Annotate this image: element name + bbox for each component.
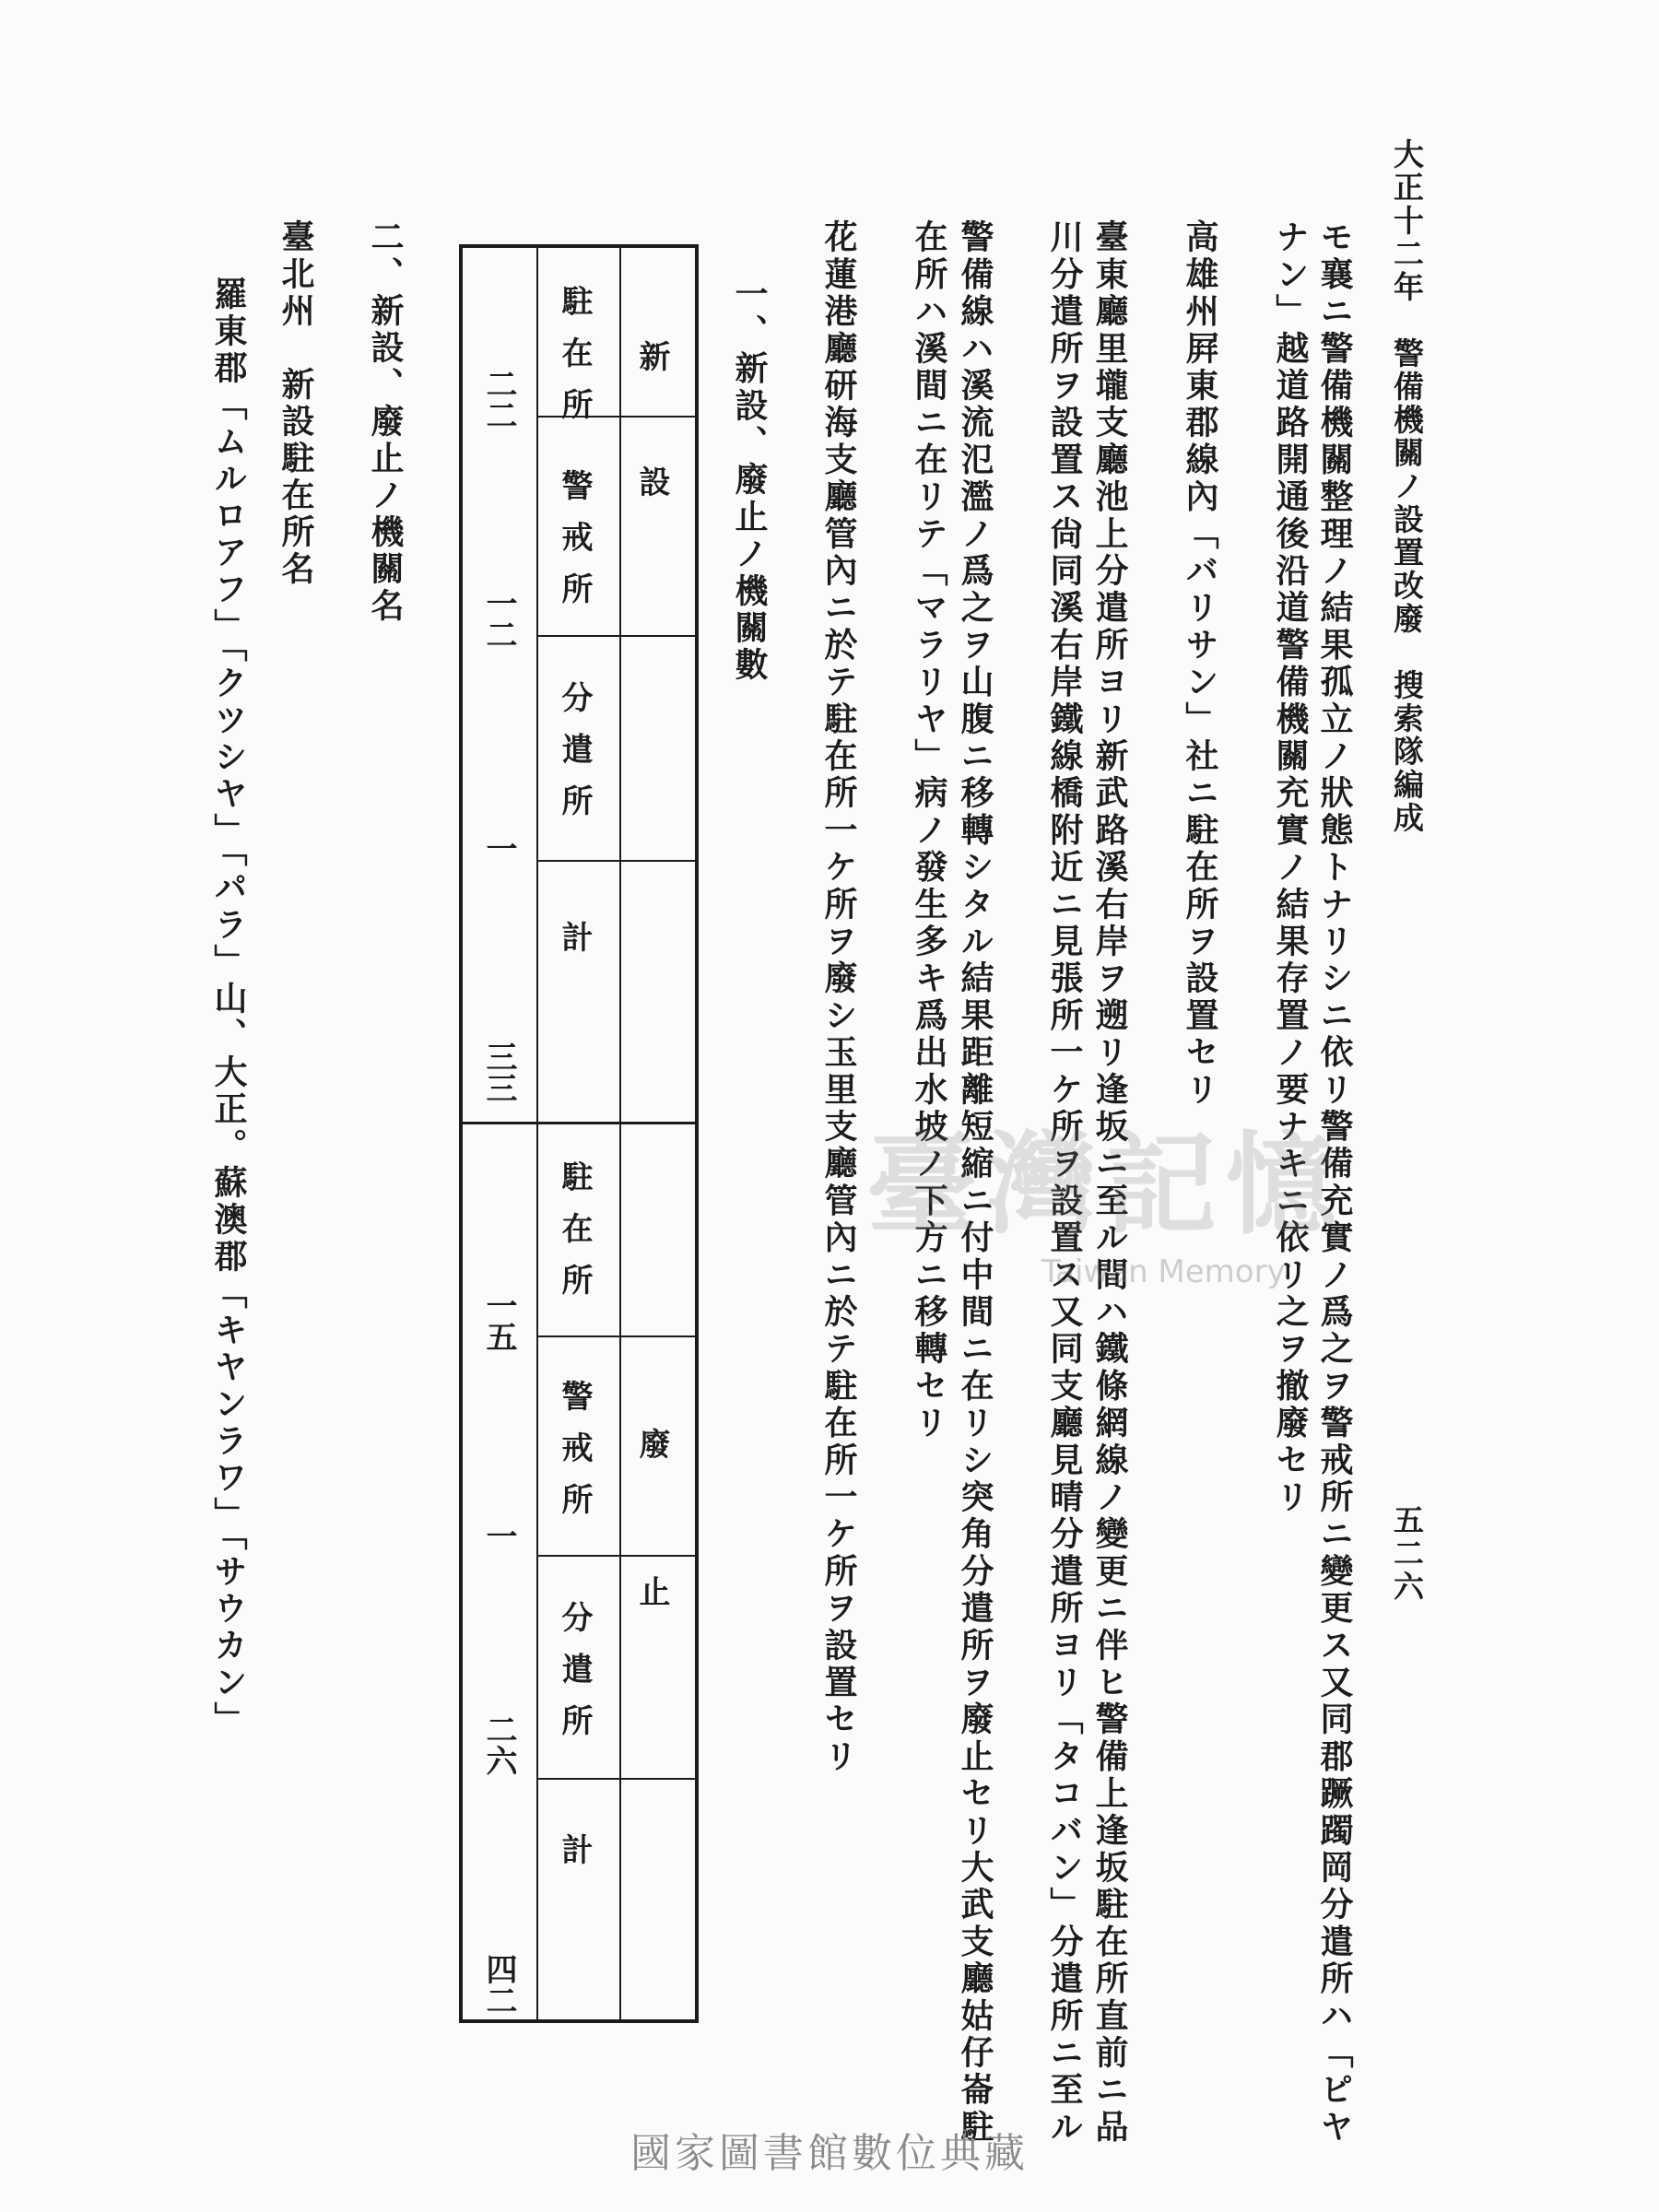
- table-col-bunkensho-new: 分遣所: [556, 681, 593, 836]
- table-value-total-abolish: 四二: [480, 1953, 517, 2016]
- body-line-8: 花蓮港廳研海支廳管內ニ於テ駐在所一ケ所ヲ廢シ玉里支廳管內ニ於テ駐在所一ケ所ヲ設置セリ: [819, 219, 858, 1776]
- facilities-table: [459, 244, 699, 2023]
- page-number: 五二六: [1389, 1504, 1425, 1604]
- body-line-3: 高雄州屛東郡線內「バリサン」社ニ駐在所ヲ設置セリ: [1181, 219, 1219, 1109]
- body-line-2: ナン」越道路開通後沿道警備機關充實ノ結果存置ノ要ナキニ依リ之ヲ撤廢セリ: [1271, 219, 1310, 1516]
- table-col-total-abolish: 計: [556, 1833, 593, 1865]
- table-col-keikaisho-abolish: 警戒所: [556, 1380, 593, 1535]
- table-group-new: 新 設: [633, 340, 670, 497]
- table-value-chuzaisho-abolish: 一五: [480, 1289, 517, 1352]
- table-group-abolish: 廢 止: [633, 1428, 670, 1612]
- watermark-text: Taiwan Memory: [1041, 1253, 1286, 1290]
- table-value-bunkensho-new: 一: [480, 832, 517, 864]
- body-line-6: 警備線ハ溪流氾濫ノ爲之ヲ山腹ニ移轉シタル結果距離短縮ニ付中間ニ在リシ突角分遣所ヲ廢止セリ大武支廳姑仔崙駐: [956, 219, 994, 2147]
- table-value-chuzaisho-new: 二二: [480, 368, 517, 430]
- section-2-heading: 二、新設、廢止ノ機關名: [366, 219, 405, 625]
- station-names-line: 羅東郡「ムルロアフ」「クツシヤ」「パラ」山、大正。蘇澳郡「キヤンラワ」「サウカン」: [209, 276, 248, 1738]
- table-col-chuzaisho-abolish: 駐在所: [556, 1160, 593, 1315]
- table-value-bunkensho-abolish: 二六: [480, 1713, 517, 1776]
- page-title: 大正十二年 警備機關ノ設置改廢 搜索隊編成: [1389, 138, 1425, 835]
- table-value-total-new: 三三: [480, 1041, 517, 1103]
- section-1-heading: 一、新設、廢止ノ機關數: [730, 276, 769, 685]
- footer-archive-label: 國家圖書館數位典藏: [630, 2130, 1029, 2177]
- table-col-total-new: 計: [556, 921, 593, 952]
- prefecture-line: 臺北州 新設駐在所名: [276, 219, 315, 588]
- table-col-chuzaisho-new: 駐在所: [556, 285, 593, 440]
- body-line-1: モ襄ニ警備機關整理ノ結果孤立ノ狀態トナリシニ依リ警備充實ノ爲之ヲ警戒所ニ變更ス又同郡蹶躅岡分遣所ハ「ピヤ: [1315, 219, 1354, 2147]
- table-value-keikaisho-abolish: 一: [480, 1520, 517, 1551]
- table-col-bunkensho-abolish: 分遣所: [556, 1601, 593, 1756]
- body-line-4: 臺東廳里壠支廳池上分遣所ヨリ新武路溪右岸ヲ遡リ逢坂ニ至ル間ハ鐵條網線ノ變更ニ伴ヒ警備上逢坂駐在所直前ニ品: [1090, 219, 1129, 2147]
- table-col-keikaisho-new: 警戒所: [556, 469, 593, 624]
- table-value-keikaisho-new: 一二: [480, 587, 517, 650]
- body-line-7: 在所ハ溪間ニ在リテ「マラリヤ」病ノ發生多キ爲出水坡ノ下方ニ移轉セリ: [910, 219, 948, 1442]
- watermark-logo: 臺灣記憶: [866, 1120, 1346, 1250]
- body-line-5: 川分遣所ヲ設置ス尙同溪右岸鐵線橋附近ニ見張所一ケ所ヲ設置ス又同支廳見晴分遣所ヨリ「タコバン」分遣所ニ至ル: [1045, 219, 1084, 2147]
